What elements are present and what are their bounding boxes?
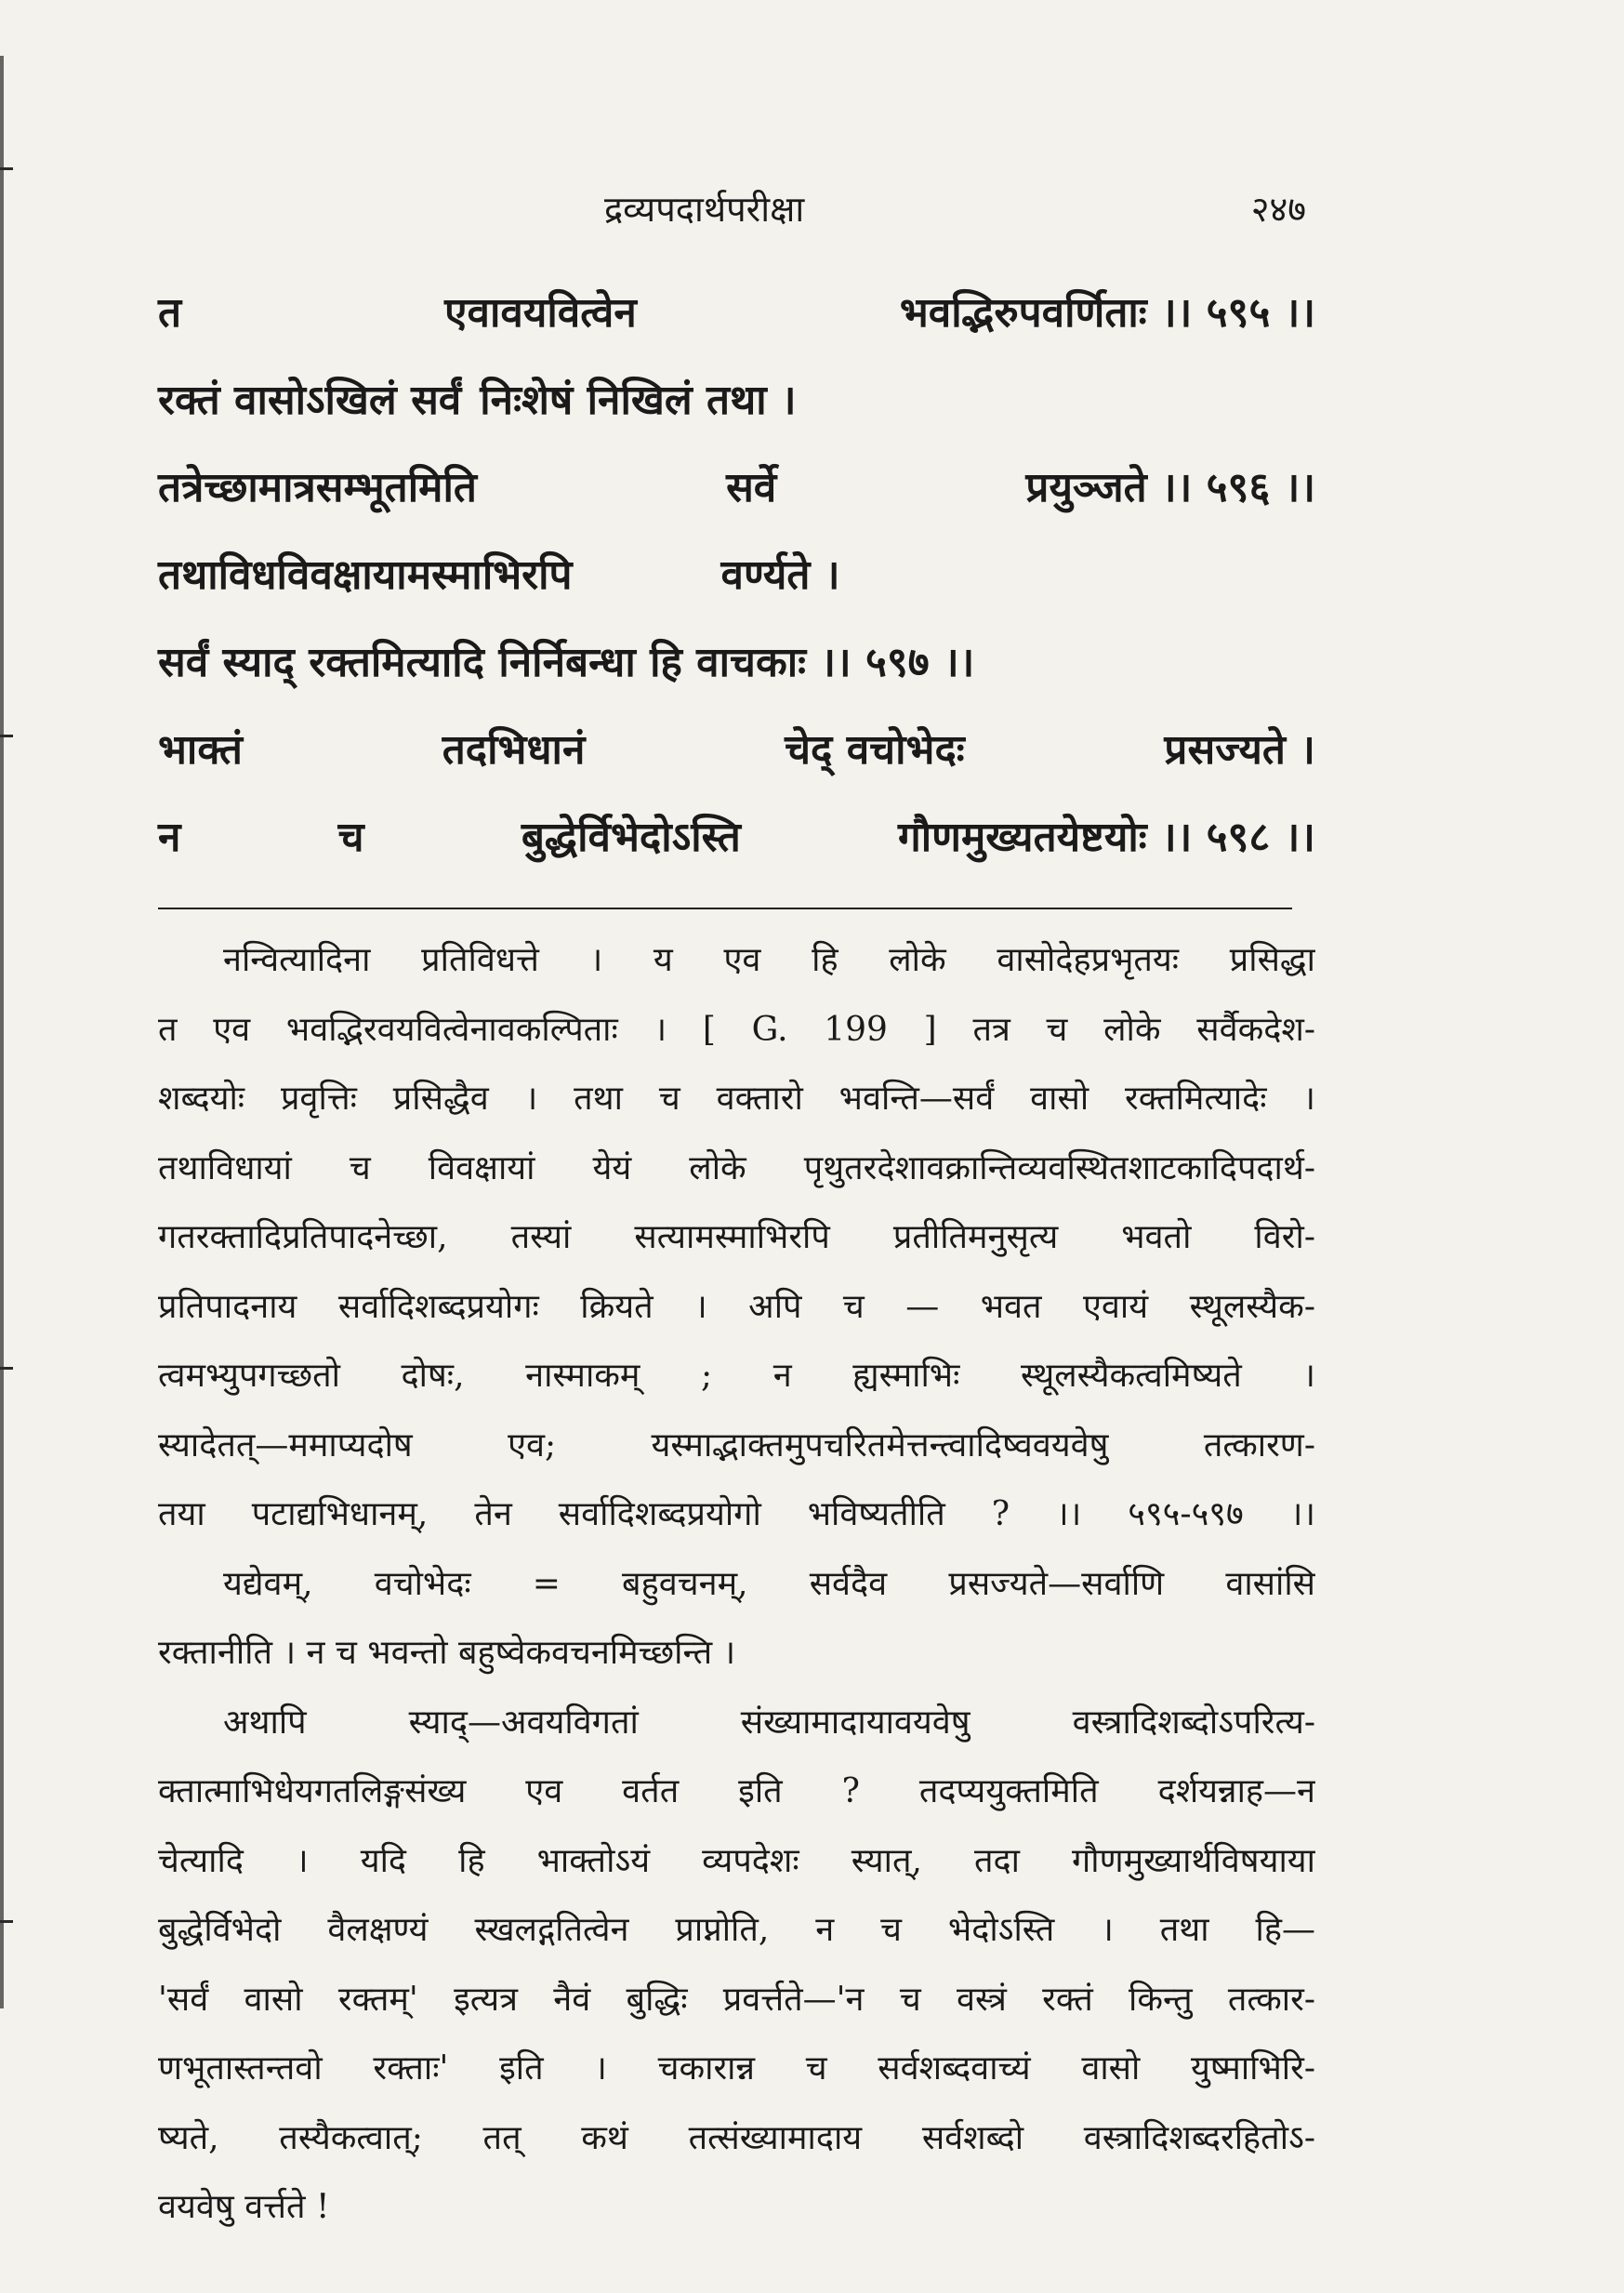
- commentary-line: 'सर्वं वासो रक्तम्' इत्यत्र नैवं बुद्धिः प्रवर्त्तते—'न च वस्त्रं रक्तं किन्तु तत्कार-: [158, 1980, 1315, 2019]
- verse-word: त: [158, 289, 182, 337]
- verse-line: [158, 444, 1315, 532]
- verse-word: न: [158, 814, 181, 861]
- commentary-line: नन्वित्यादिना प्रतिविधत्ते । य एव हि लोके वासोदेहप्रभृतयः प्रसिद्धा: [223, 941, 1315, 979]
- commentary-line: चेत्यादि । यदि हि भाक्तोऽयं व्यपदेशः स्यात्, तदा गौणमुख्यार्थविषयाया: [158, 1841, 1315, 1880]
- verse-word: बुद्धेर्विभेदोऽस्ति: [521, 814, 741, 861]
- verse-line: [158, 270, 1315, 357]
- page-number: २४७: [1250, 189, 1306, 230]
- edge-mark: [0, 1920, 13, 1923]
- commentary-line: तथाविधायां च विवक्षायां येयं लोके पृथुतरदेशावक्रान्तिव्यवस्थितशाटकादिपदार्थ-: [158, 1148, 1315, 1187]
- page-header: [158, 158, 1315, 232]
- commentary-line: णभूतास्तन्तवो रक्ताः' इति । चकारान्न च सर्वशब्दवाच्यं वासो युष्माभिरि-: [158, 2049, 1315, 2088]
- verse-word: भवद्भिरुपवर्णिताः ।। ५९५ ।।: [899, 289, 1315, 337]
- verse-word: वर्ण्यते ।: [720, 551, 840, 599]
- book-page: [158, 158, 1315, 2243]
- verse-line: [158, 532, 1315, 619]
- commentary-line: वयवेषु वर्त्तते !: [158, 2188, 330, 2226]
- commentary-line: प्रतिपादनाय सर्वादिशब्दप्रयोगः क्रियते । अपि च — भवत एवायं स्थूलस्यैक-: [158, 1287, 1315, 1326]
- edge-mark: [0, 1367, 13, 1370]
- commentary-line: यद्येवम्, वचोभेदः = बहुवचनम्, सर्वदैव प्रसज्यते—सर्वाणि वासांसि: [223, 1564, 1315, 1603]
- verse-word: निःशेषं निखिलं तथा ।: [480, 377, 797, 424]
- commentary-line: त एव भवद्भिरवयवित्वेनावकल्पिताः । [ G. 199 ] तत्र च लोके सर्वैकदेश-: [158, 1010, 1315, 1049]
- running-title: द्रव्यपदार्थपरीक्षा: [604, 189, 805, 230]
- verse-word: गौणमुख्यतयेष्टयोः ।। ५९८ ।।: [898, 814, 1315, 861]
- verse-line: [158, 357, 1315, 444]
- verse-word: तत्रेच्छामात्रसम्भूतमिति: [158, 464, 477, 511]
- verse-word: तथाविधविवक्षायामस्माभिरपि: [158, 551, 573, 599]
- edge-mark: [0, 735, 13, 737]
- commentary-line: शब्दयोः प्रवृत्तिः प्रसिद्धैव । तथा च वक्तारो भवन्ति—सर्वं वासो रक्तमित्यादेः ।: [158, 1080, 1315, 1118]
- verse-word: प्रयुञ्जते ।। ५९६ ।।: [1025, 464, 1315, 511]
- commentary-line: अथापि स्याद्—अवयविगतां संख्यामादायावयवेषु वस्त्रादिशब्दोऽपरित्य-: [223, 1703, 1315, 1742]
- commentary-line: क्तात्माभिधेयगतलिङ्गसंख्य एव वर्तत इति ? तदप्ययुक्तमिति दर्शयन्नाह—न: [158, 1772, 1315, 1810]
- verse-word: भाक्तं: [158, 726, 243, 774]
- commentary-line: गतरक्तादिप्रतिपादनेच्छा, तस्यां सत्यामस्माभिरपि प्रतीतिमनुसृत्य भवतो विरो-: [158, 1218, 1315, 1256]
- separator-rule: [158, 908, 1292, 909]
- commentary-line: बुद्धेर्विभेदो वैलक्षण्यं स्खलद्गतित्वेन प्राप्नोति, न च भेदोऽस्ति । तथा हि—: [158, 1911, 1315, 1949]
- commentary-line: रक्तानीति । न च भवन्तो बहुष्वेकवचनमिच्छन्ति ।: [158, 1634, 736, 1672]
- commentary-line: स्यादेतत्—ममाप्यदोष एव; यस्माद्भाक्तमुपचरितमेत्तन्त्वादिष्ववयवेषु तत्कारण-: [158, 1425, 1315, 1465]
- verse-block: [158, 270, 1315, 881]
- commentary-block: [158, 926, 1315, 2243]
- verse-line: [158, 794, 1315, 881]
- verse-word: सर्वे: [726, 464, 777, 511]
- verse-word: प्रसज्यते ।: [1164, 726, 1315, 774]
- commentary-line: त्वमभ्युपगच्छतो दोषः, नास्माकम् ; न ह्यस्माभिः स्थूलस्यैकत्वमिष्यते ।: [158, 1357, 1315, 1395]
- verse-word: तदभिधानं: [442, 726, 586, 774]
- verse-word: रक्तं वासोऽखिलं सर्वं: [158, 377, 462, 424]
- commentary-line: तया पटाद्यभिधानम्, तेन सर्वादिशब्दप्रयोगो भविष्यतीति ? ।। ५९५-५९७ ।।: [158, 1495, 1315, 1533]
- commentary-line: ष्यते, तस्यैकत्वात्; तत् कथं तत्संख्यामादाय सर्वशब्दो वस्त्रादिशब्दरहितोऽ-: [158, 2118, 1315, 2157]
- edge-mark: [0, 167, 13, 170]
- verse-word: सर्वं स्याद् रक्तमित्यादि निर्निबन्धा हि वाचकाः ।। ५९७ ।।: [158, 639, 975, 686]
- page-left-edge: [0, 56, 4, 2008]
- verse-line: [158, 619, 1315, 707]
- verse-word: चेद् वचोभेदः: [785, 726, 965, 774]
- verse-word: एवावयवित्वेन: [444, 289, 637, 337]
- verse-line: [158, 707, 1315, 794]
- verse-word: च: [337, 814, 364, 861]
